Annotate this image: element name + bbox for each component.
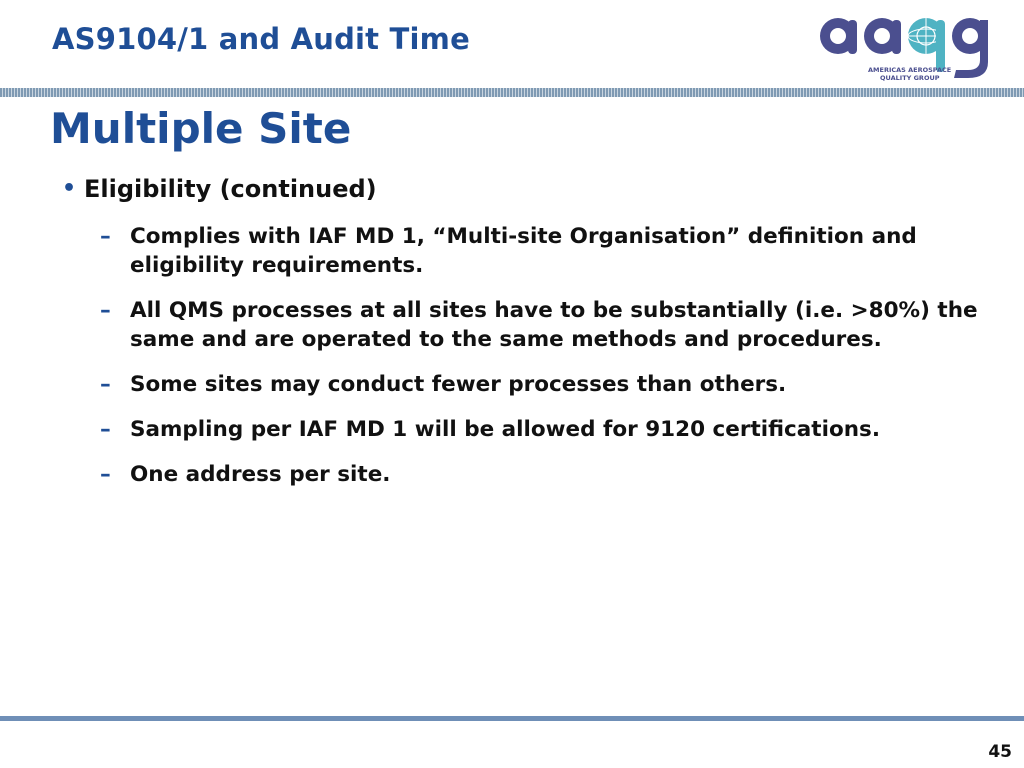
slide-content: [62, 172, 982, 505]
sub-bullet-text: All QMS processes at all sites have to be substantially (i.e. >80%) the same and are operated to the same methods and procedures.: [130, 298, 978, 352]
dash-marker: –: [100, 417, 111, 442]
page-number: 45: [988, 742, 1012, 762]
bullet-eligibility: [62, 172, 982, 206]
sub-bullet-list: [62, 222, 982, 489]
sub-bullet-text: Sampling per IAF MD 1 will be allowed for 9120 certifications.: [130, 417, 880, 442]
bullet-text: Eligibility (continued): [84, 175, 377, 203]
sub-bullet-text: Complies with IAF MD 1, “Multi-site Organisation” definition and eligibility requirements.: [130, 224, 917, 278]
logo-line1: AMERICAS AEROSPACE: [868, 66, 952, 74]
dash-marker: –: [100, 298, 111, 323]
sub-bullet-item: [62, 296, 980, 354]
aaqg-logo-graphic: [812, 10, 1008, 86]
slide-title: Multiple Site: [50, 104, 352, 153]
sub-bullet-text: One address per site.: [130, 462, 391, 487]
sub-bullet-item: [62, 222, 980, 280]
sub-bullet-item: [62, 460, 980, 489]
dash-marker: –: [100, 224, 111, 249]
sub-bullet-item: [62, 370, 980, 399]
dash-marker: –: [100, 462, 111, 487]
logo-line2: QUALITY GROUP: [880, 74, 940, 82]
aaqg-logo: [812, 10, 1008, 86]
bullet-marker: •: [62, 176, 77, 201]
header-title: AS9104/1 and Audit Time: [52, 22, 470, 56]
sub-bullet-text: Some sites may conduct fewer processes than others.: [130, 372, 787, 397]
dash-marker: –: [100, 372, 111, 397]
footer-divider: [0, 716, 1024, 721]
header-divider: [0, 88, 1024, 97]
sub-bullet-item: [62, 415, 980, 444]
